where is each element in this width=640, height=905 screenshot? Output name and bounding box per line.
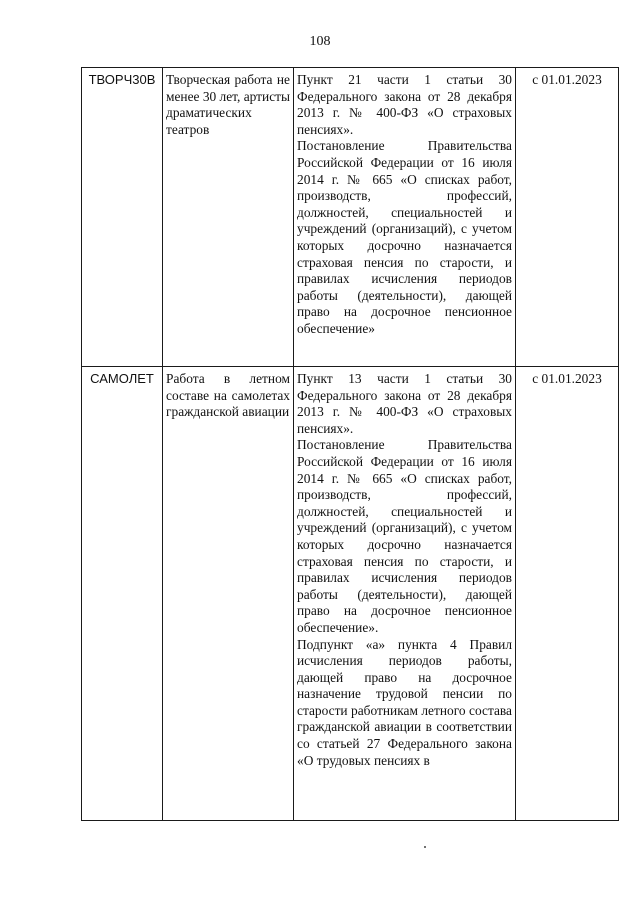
page-number: 108 [309,34,331,49]
legal-basis-paragraph: Пункт 13 части 1 статьи 30 Федерального закона от 28 декабря 2013 г. № 400-ФЗ «О страховых пенсиях». [297,371,512,436]
work-type-cell [163,68,294,367]
legal-basis-cell [294,68,516,367]
code-cell: САМОЛЕТ [82,367,163,821]
effective-date-cell: с 01.01.2023 [516,68,619,367]
table-row [82,367,619,821]
legal-basis-cell [294,367,516,821]
work-type-text: Работа в летном составе на самолетах гражданской авиации [166,371,290,420]
legal-basis-paragraph: Подпункт «а» пункта 4 Правил исчисления периодов работы, дающей право на досрочное назначение трудовой пенсии по старости работникам летного состава гражданской авиации в соответствии со статьей 27 Федерального закона «О трудовых пенсиях в [297,636,512,768]
legal-basis-paragraph: Пункт 21 части 1 статьи 30 Федерального закона от 28 декабря 2013 г. № 400-ФЗ «О страховых пенсиях». [297,72,512,137]
scan-speck [424,846,426,848]
code-cell: ТВОРЧ30В [82,68,163,367]
table-row [82,68,619,367]
document-table [81,67,619,821]
work-type-cell [163,367,294,821]
legal-basis-paragraph: Постановление Правительства Российской Федерации от 16 июля 2014 г. № 665 «О списках работ, производств, профессий, должностей, специальностей и учреждений (организаций), с учетом которых досрочно назначается страховая пенсия по старости, и правилах исчисления периодов работы (деятельности), дающей право на досрочное пенсионное обеспечение» [297,138,512,336]
legal-basis-paragraph: Постановление Правительства Российской Федерации от 16 июля 2014 г. № 665 «О списках работ, производств, профессий, должностей, специальностей и учреждений (организаций), с учетом которых досрочно назначается страховая пенсия по старости, и правилах исчисления периодов работы (деятельности), дающей право на досрочное пенсионное обеспечение». [297,437,512,635]
work-type-text: Творческая работа не менее 30 лет, артисты драматических театров [166,72,290,137]
effective-date-cell: с 01.01.2023 [516,367,619,821]
